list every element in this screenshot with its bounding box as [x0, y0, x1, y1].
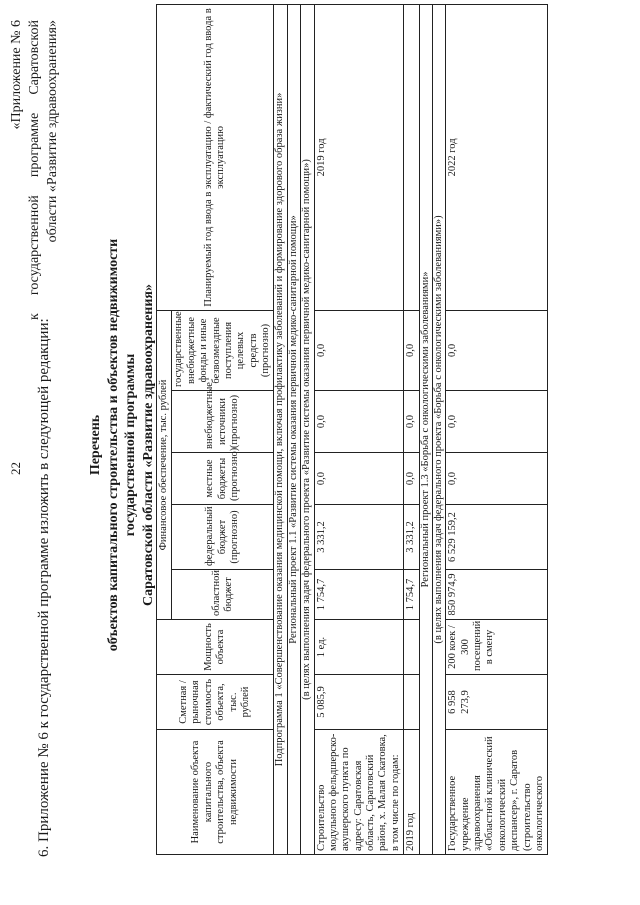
- cell-empty: [404, 675, 419, 730]
- cell-state-funds: 0,0: [314, 310, 404, 390]
- header-year: Планируемый год ввода в эксплуатацию / фактический год ввода в эксплуатацию: [157, 4, 274, 310]
- row-name-text: Строительство модульного фельдшерско-акушерского пункта по адресу: Саратовская область, Саратовский район, х. Малая Скатовка,: [315, 733, 389, 851]
- project1-subtitle-row: [301, 4, 314, 854]
- table-header-row: [157, 4, 172, 854]
- cell-local: 0,0: [314, 453, 404, 505]
- cell-name: [314, 730, 404, 855]
- project1-title: Региональный проект 1.1 «Развитие системы оказания первичной медико-санитарной помощи»: [287, 4, 300, 854]
- project2-title-row: [419, 4, 432, 854]
- cell-empty: [404, 4, 419, 310]
- project1-subtitle: (в целях выполнения задач федерального проекта «Развитие системы оказания первичной медико-санитарной помощи»): [301, 4, 314, 854]
- appendix-title: «Приложение № 6: [9, 20, 24, 130]
- document-heading: [87, 185, 157, 705]
- header-financing: Финансовое обеспечение, тыс. рублей: [157, 310, 172, 619]
- objects-table: [156, 4, 548, 855]
- header-regional: областной бюджет: [172, 570, 274, 620]
- table-row-year: [404, 4, 419, 854]
- cell-regional: 1 754,7: [404, 570, 419, 620]
- cell-year-label: 2019 год: [404, 730, 419, 855]
- header-extra: внебюджетные источники (прогнозно): [172, 391, 274, 453]
- cell-federal: 6 529 159,2: [446, 505, 548, 570]
- table-row: [314, 4, 404, 854]
- cell-extra: 0,0: [314, 391, 404, 453]
- intro-text: 6. Приложение № 6 к государственной программе изложить в следующей редакции:: [36, 318, 52, 857]
- header-state-funds: государственные внебюджетные фонды и иные безвозмездные поступления целевых средств (прогнозно): [172, 310, 274, 390]
- header-federal: федеральный бюджет (прогнозно): [172, 505, 274, 570]
- cell-regional: 850 974,9: [446, 570, 548, 620]
- cell-state-funds: 0,0: [446, 310, 548, 390]
- appendix-line-2: области «Развитие здравоохранения»: [44, 20, 60, 243]
- cell-cost: 6 958 273,9: [446, 675, 548, 730]
- cell-cost: 5 085,9: [314, 675, 404, 730]
- table-row: [446, 4, 548, 854]
- header-capacity: Мощность объекта: [157, 620, 274, 675]
- cell-capacity: 1 ед.: [314, 620, 404, 675]
- project2-subtitle-row: [432, 4, 445, 854]
- header-cost: Сметная / рыночная стоимость объекта, тыс. рублей: [157, 675, 274, 730]
- subprogram-row: [274, 4, 287, 854]
- cell-year: 2019 год: [314, 4, 404, 310]
- heading-line-2: Саратовской области «Развитие здравоохранения»: [140, 283, 156, 607]
- subprogram-title: Подпрограмма 1 «Совершенствование оказания медицинской помощи, включая профилактику заболеваний и формирование здорового образа жизни»: [274, 4, 287, 854]
- cell-capacity: 200 коек / 300 посещений в смену: [446, 620, 548, 675]
- heading-line-1: объектов капитального строительства и объектов недвижимости государственной программы: [105, 238, 138, 652]
- appendix-block: [8, 20, 62, 320]
- page-number: 22: [8, 462, 23, 475]
- appendix-line-1: к государственной программе Саратовской: [26, 20, 42, 320]
- cell-local: 0,0: [404, 453, 419, 505]
- project2-subtitle: (в целях выполнения задач федерального проекта «Борьба с онкологическими заболеваниями»): [432, 4, 445, 854]
- cell-federal: 3 331,2: [404, 505, 419, 570]
- project1-title-row: [287, 4, 300, 854]
- header-local: местные бюджеты (прогнозно): [172, 453, 274, 505]
- cell-extra: 0,0: [404, 391, 419, 453]
- cell-empty: [404, 620, 419, 675]
- cell-extra: 0,0: [446, 391, 548, 453]
- cell-state-funds: 0,0: [404, 310, 419, 390]
- cell-name: Государственное учреждение здравоохранения «Областной клинический онкологический диспансер», г. Саратов (строительство онкологического: [446, 730, 548, 855]
- row-name-extra: в том числе по годам:: [389, 754, 401, 851]
- cell-regional: 1 754,7: [314, 570, 404, 620]
- heading-title: Перечень: [88, 414, 103, 476]
- cell-local: 0,0: [446, 453, 548, 505]
- cell-year: 2022 год: [446, 4, 548, 310]
- project2-title: Региональный проект 1.3 «Борьба с онкологическими заболеваниями»: [419, 4, 432, 854]
- header-name: Наименование объекта капитального строительства, объекта недвижимости: [157, 730, 274, 855]
- cell-federal: 3 331,2: [314, 505, 404, 570]
